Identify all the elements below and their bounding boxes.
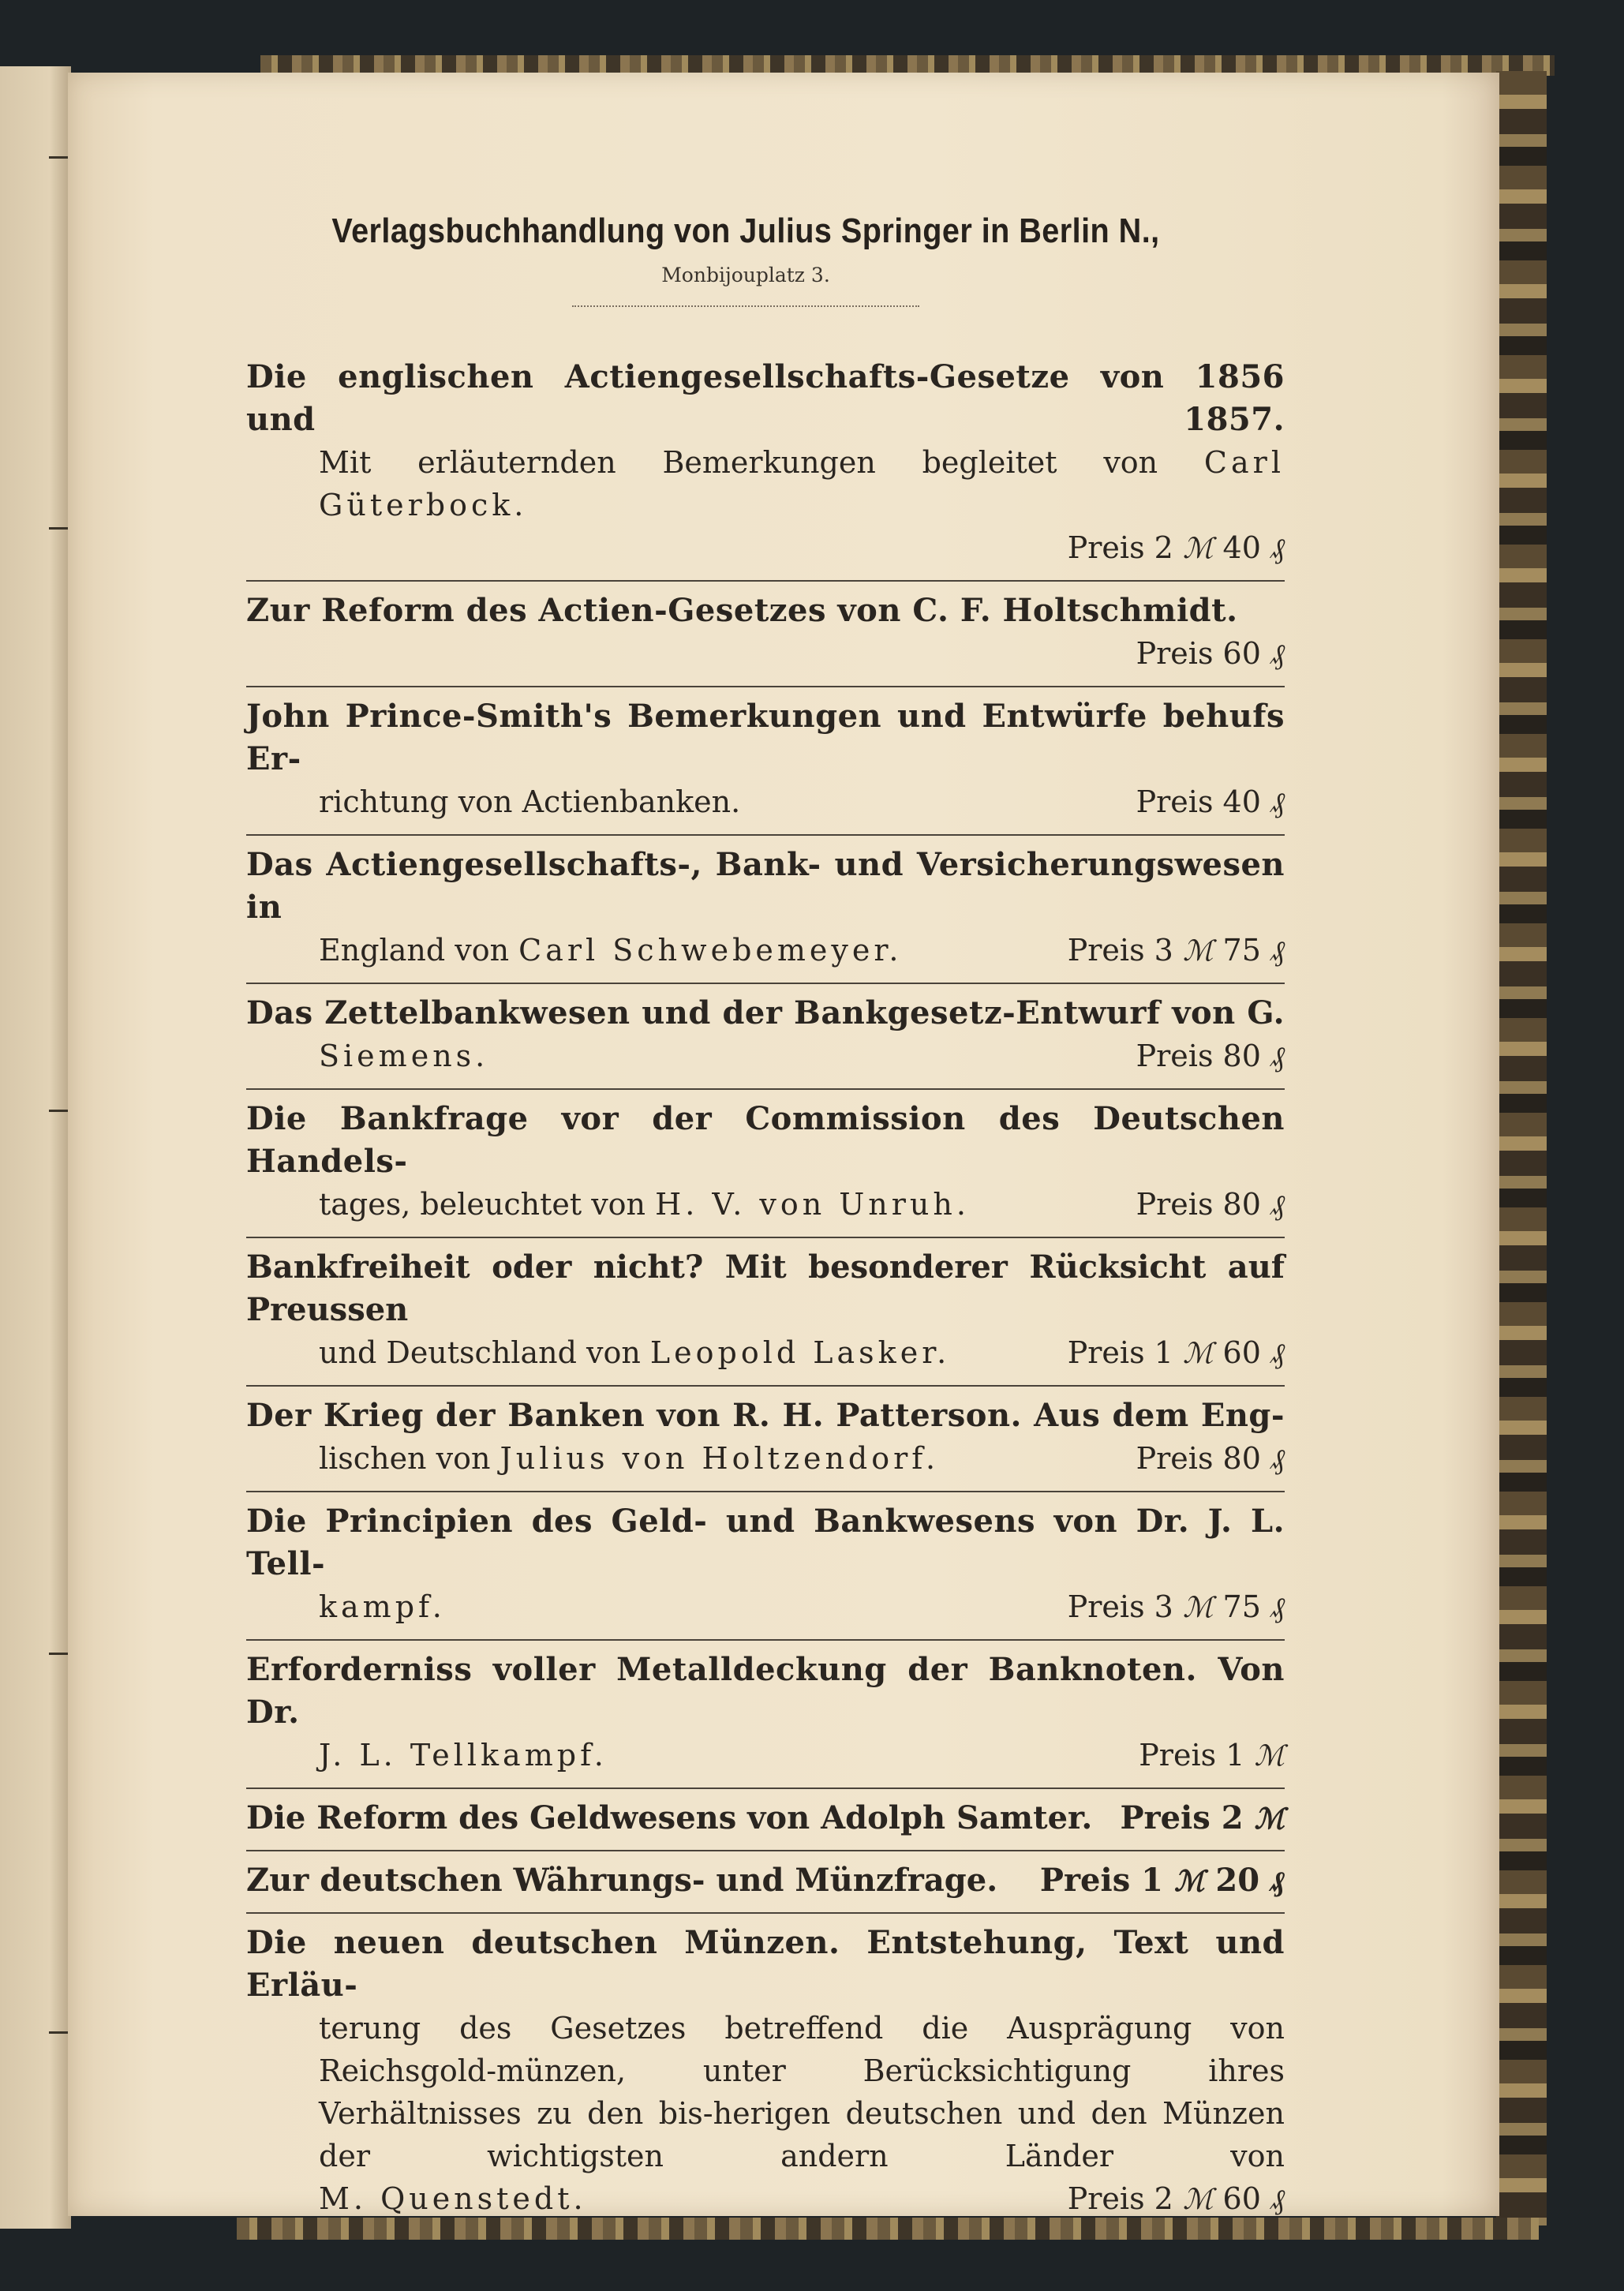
- book-price: [1136, 1437, 1285, 1481]
- price-label: Preis: [1067, 933, 1145, 968]
- publisher-address: Monbijouplatz 3.: [661, 264, 830, 286]
- price-pfennig: 75: [1222, 1589, 1261, 1624]
- book-entry: [246, 984, 1285, 1090]
- book-title-row: [246, 1859, 1285, 1903]
- price-pfennig: 60: [1222, 2181, 1261, 2216]
- book-author: Carl Schwebemeyer.: [518, 933, 903, 968]
- mark-symbol: ℳ: [1254, 1740, 1285, 1773]
- pfennig-symbol: ₰: [1270, 533, 1285, 565]
- book-title: Das Zettelbankwesen und der Bankgesetz-Entwurf von G.: [246, 994, 1285, 1031]
- book-cover-right-edge: [1496, 71, 1547, 2225]
- price-label: Preis: [1067, 2181, 1145, 2216]
- book-price: [1136, 1035, 1285, 1079]
- price-pfennig: 75: [1222, 933, 1261, 968]
- book-title: Die neuen deutschen Münzen. Entstehung, Text und Erläu-: [246, 1924, 1285, 2004]
- book-title: Zur Reform des Actien-Gesetzes von C. F. Holtschmidt.: [246, 592, 1238, 629]
- price-mark: 1: [1225, 1738, 1245, 1773]
- price-label: Preis: [1136, 1187, 1214, 1222]
- facing-page-edge: [0, 66, 71, 2229]
- price-pfennig: 20: [1215, 1862, 1260, 1899]
- book-description-row: [246, 781, 1285, 825]
- book-description-text: und Deutschland von: [319, 1335, 641, 1370]
- book-author: kampf.: [319, 1589, 446, 1624]
- book-title-row: [246, 1797, 1285, 1840]
- book-entry: [246, 582, 1285, 687]
- book-description: [246, 2007, 1285, 2177]
- ornament-divider: [572, 305, 919, 312]
- book-price: [1136, 632, 1285, 676]
- book-entry: [246, 1641, 1285, 1789]
- publisher-header: [175, 212, 1316, 312]
- book-title: Zur deutschen Währungs- und Münzfrage.: [246, 1862, 998, 1899]
- book-description-row: [246, 1035, 1285, 1079]
- price-label: Preis: [1067, 1589, 1145, 1624]
- price-mark: 3: [1154, 1589, 1173, 1624]
- mark-symbol: ℳ: [1173, 1865, 1205, 1898]
- book-description-text: tages, beleuchtet von: [319, 1187, 646, 1222]
- book-description: [246, 441, 1285, 526]
- book-title: Die Bankfrage vor der Commission des Deutschen Handels-: [246, 1100, 1285, 1180]
- advertisement-content: [246, 212, 1285, 2231]
- book-price: [1068, 929, 1285, 973]
- book-entry: [246, 836, 1285, 984]
- pfennig-symbol: ₰: [1270, 638, 1285, 671]
- book-entry: [246, 348, 1285, 582]
- book-title: John Prince-Smith's Bemerkungen und Entwürfe behufs Er-: [246, 698, 1285, 777]
- book-description-text: England von: [319, 933, 510, 968]
- price-label: Preis: [1139, 1738, 1217, 1773]
- book-price: [1139, 1734, 1285, 1778]
- book-description-row: [246, 2177, 1285, 2222]
- price-label: Preis: [1039, 1862, 1131, 1899]
- mark-symbol: ℳ: [1182, 533, 1214, 565]
- book-price: [1068, 526, 1285, 571]
- book-title: Bankfreiheit oder nicht? Mit besonderer Rücksicht auf Preussen: [246, 1248, 1285, 1328]
- pfennig-symbol: ₰: [1270, 1865, 1285, 1898]
- price-label: Preis: [1136, 1039, 1214, 1073]
- book-author: Leopold Lasker.: [649, 1335, 951, 1370]
- pfennig-symbol: ₰: [1270, 787, 1285, 819]
- book-price: [1040, 1859, 1285, 1903]
- mark-symbol: ℳ: [1182, 935, 1214, 968]
- book-price: [1136, 781, 1285, 825]
- book-description-text: Mit erläuternden Bemerkungen begleitet von: [319, 445, 1158, 480]
- price-label: Preis: [1136, 1441, 1214, 1476]
- book-author: J. L. Tellkampf.: [319, 1738, 608, 1773]
- book-entry: [246, 1090, 1285, 1238]
- book-entry: [246, 1851, 1285, 1914]
- book-entry: [246, 1789, 1285, 1851]
- book-author: Carl Güterbock.: [319, 445, 1285, 522]
- book-title: Die Principien des Geld- und Bankwesens von Dr. J. L. Tell-: [246, 1503, 1285, 1582]
- price-label: Preis: [1136, 636, 1214, 671]
- pfennig-symbol: ₰: [1270, 2184, 1285, 2216]
- book-author: Julius von Holtzendorf.: [500, 1441, 940, 1476]
- book-price: [1068, 1585, 1285, 1630]
- price-mark: 1: [1141, 1862, 1164, 1899]
- pfennig-symbol: ₰: [1270, 1041, 1285, 1073]
- book-title: Die englischen Actiengesellschafts-Gesetze von 1856 und 1857.: [246, 358, 1285, 438]
- price-mark: 1: [1154, 1335, 1173, 1370]
- book-author: H. V. von Unruh.: [655, 1187, 970, 1222]
- price-mark: 3: [1154, 933, 1173, 968]
- book-entry: [246, 687, 1285, 836]
- publisher-title: Verlagsbuchhandlung von Julius Springer in Berlin N.,: [331, 212, 1160, 250]
- price-label: Preis: [1067, 530, 1145, 565]
- book-entry: [246, 1238, 1285, 1387]
- book-description-text: lischen von: [319, 1441, 491, 1476]
- price-pfennig: 80: [1222, 1441, 1261, 1476]
- pfennig-symbol: ₰: [1270, 1443, 1285, 1476]
- book-entry: [246, 1914, 1285, 2231]
- book-price: [1120, 1797, 1285, 1840]
- book-title: Die Reform des Geldwesens von Adolph Samter.: [246, 1799, 1093, 1836]
- price-pfennig: 60: [1222, 1335, 1261, 1370]
- book-title: Das Actiengesellschafts-, Bank- und Versicherungswesen in: [246, 846, 1285, 926]
- mark-symbol: ℳ: [1182, 1592, 1214, 1624]
- book-price: [1068, 2177, 1285, 2222]
- price-mark: 2: [1154, 2181, 1173, 2216]
- price-mark: 2: [1221, 1799, 1244, 1836]
- price-pfennig: 60: [1222, 636, 1261, 671]
- book-author: Siemens.: [319, 1039, 489, 1073]
- price-mark: 2: [1154, 530, 1173, 565]
- pfennig-symbol: ₰: [1270, 1189, 1285, 1222]
- book-description-row: [246, 1183, 1285, 1227]
- pfennig-symbol: ₰: [1270, 1338, 1285, 1370]
- price-label: Preis: [1136, 784, 1214, 819]
- book-entry: [246, 1387, 1285, 1492]
- price-label: Preis: [1120, 1799, 1211, 1836]
- price-pfennig: 40: [1222, 784, 1261, 819]
- book-entry: [246, 1492, 1285, 1641]
- book-description-row: [246, 1437, 1285, 1481]
- mark-symbol: ℳ: [1254, 1802, 1285, 1836]
- price-pfennig: 40: [1222, 530, 1261, 565]
- price-label: Preis: [1067, 1335, 1145, 1370]
- book-title: Erforderniss voller Metalldeckung der Banknoten. Von Dr.: [246, 1651, 1285, 1731]
- book-list: [246, 348, 1285, 2231]
- pfennig-symbol: ₰: [1270, 935, 1285, 968]
- price-pfennig: 80: [1222, 1039, 1261, 1073]
- book-description-row: [246, 929, 1285, 973]
- book-description-text: richtung von Actienbanken.: [319, 784, 741, 819]
- book-author: M. Quenstedt.: [319, 2181, 587, 2216]
- book-description-text: terung des Gesetzes betreffend die Ausprägung von Reichsgold-münzen, unter Berücksichtigung ihres Verhältnisses zu den bis-herigen deutschen und den Münzen der wichtigsten andern Länder von: [319, 2011, 1285, 2173]
- book-price: [1136, 1183, 1285, 1227]
- book-title: Der Krieg der Banken von R. H. Patterson. Aus dem Eng-: [246, 1397, 1285, 1434]
- price-pfennig: 80: [1222, 1187, 1261, 1222]
- book-price: [1068, 1331, 1285, 1376]
- mark-symbol: ℳ: [1182, 2184, 1214, 2216]
- book-description-row: [246, 1734, 1285, 1778]
- mark-symbol: ℳ: [1182, 1338, 1214, 1370]
- book-description-row: [246, 1331, 1285, 1376]
- pfennig-symbol: ₰: [1270, 1592, 1285, 1624]
- book-description-row: [246, 1585, 1285, 1630]
